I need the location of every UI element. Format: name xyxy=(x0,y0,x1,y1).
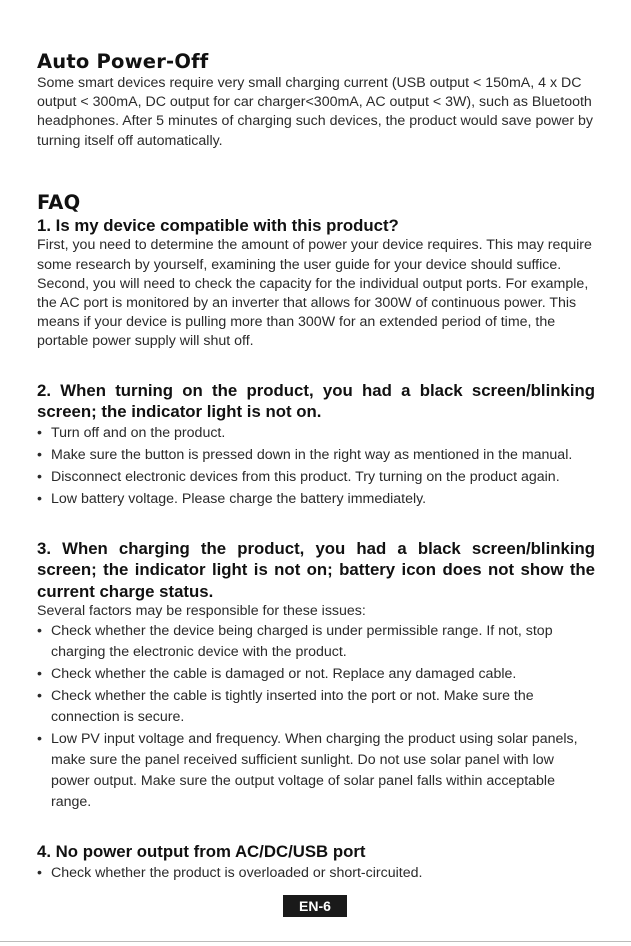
list-item xyxy=(37,467,595,488)
faq-item-4 xyxy=(37,841,595,884)
faq-answer-1-para-2: Second, you will need to check the capacity for the individual output ports. For example, the AC port is monitored by an inverter that allows for 300W of continuous power. This means if your device is pulling more than 300W for an extended period of time, the portable power supply will shut off. xyxy=(37,275,589,350)
bullet-icon: • xyxy=(37,731,42,748)
faq-answer-3-list xyxy=(37,621,595,813)
faq-answer-1-para-1: First, you need to determine the amount of power your device requires. This may require some research by yourself, examining the user guide for your device should suffice. xyxy=(37,237,592,273)
list-item xyxy=(37,423,595,444)
list-item-text: Disconnect electronic devices from this product. Try turning on the product again. xyxy=(51,468,560,485)
bullet-icon: • xyxy=(37,424,42,441)
faq-item-1 xyxy=(37,215,595,352)
list-item xyxy=(37,621,595,663)
auto-power-off-body: Some smart devices require very small charging current (USB output < 150mA, 4 x DC output < 300mA, DC output for car charger<300mA, AC output < 3W), such as Bluetooth headphones. After 5 minutes of charging such devices, the product would save power by turning itself off automatically. xyxy=(37,75,594,149)
faq-question-3: 3. When charging the product, you had a black screen/blinking screen; the indicator light is not on; battery icon does not show the current charge status. xyxy=(37,538,595,601)
list-item xyxy=(37,664,595,685)
faq-item-2 xyxy=(37,380,595,510)
list-item-text: Check whether the product is overloaded or short-circuited. xyxy=(51,864,423,881)
bottom-divider xyxy=(0,941,631,942)
list-item-text: Turn off and on the product. xyxy=(51,424,226,441)
faq-item-3 xyxy=(37,538,595,814)
faq-answer-4-list xyxy=(37,863,595,884)
page-number-badge: EN-6 xyxy=(283,895,347,917)
list-item-text: Check whether the device being charged is under permissible range. If not, stop charging the electronic device with the product. xyxy=(51,623,553,661)
bullet-icon: • xyxy=(37,666,42,683)
bullet-icon: • xyxy=(37,688,42,705)
list-item xyxy=(37,863,595,884)
faq-answer-2-list xyxy=(37,423,595,510)
bullet-icon: • xyxy=(37,864,42,881)
list-item-text: Make sure the button is pressed down in the right way as mentioned in the manual. xyxy=(51,446,573,463)
faq-answer-3-intro: Several factors may be responsible for these issues: xyxy=(37,603,366,620)
list-item xyxy=(37,729,595,813)
bullet-icon: • xyxy=(37,490,42,507)
bullet-icon: • xyxy=(37,623,42,640)
auto-power-off-heading: Auto Power-Off xyxy=(37,50,209,73)
faq-question-4: 4. No power output from AC/DC/USB port xyxy=(37,842,366,862)
bullet-icon: • xyxy=(37,468,42,485)
list-item-text: Check whether the cable is tightly inserted into the port or not. Make sure the connection is secure. xyxy=(51,688,534,726)
faq-question-1: 1. Is my device compatible with this product? xyxy=(37,215,399,235)
list-item xyxy=(37,445,595,466)
auto-power-off-section xyxy=(37,50,595,151)
manual-page xyxy=(37,50,595,885)
list-item-text: Check whether the cable is damaged or not. Replace any damaged cable. xyxy=(51,666,517,683)
list-item-text: Low battery voltage. Please charge the battery immediately. xyxy=(51,490,427,507)
faq-section xyxy=(37,191,595,884)
list-item xyxy=(37,686,595,728)
faq-heading: FAQ xyxy=(37,190,81,214)
faq-question-2: 2. When turning on the product, you had a black screen/blinking screen; the indicator light is not on. xyxy=(37,380,595,422)
list-item-text: Low PV input voltage and frequency. When charging the product using solar panels, make sure the panel received sufficient sunlight. Do not use solar panel with low power output. Make sure the output voltage of solar panel falls within acceptable range. xyxy=(51,731,578,811)
bullet-icon: • xyxy=(37,446,42,463)
list-item xyxy=(37,489,595,510)
